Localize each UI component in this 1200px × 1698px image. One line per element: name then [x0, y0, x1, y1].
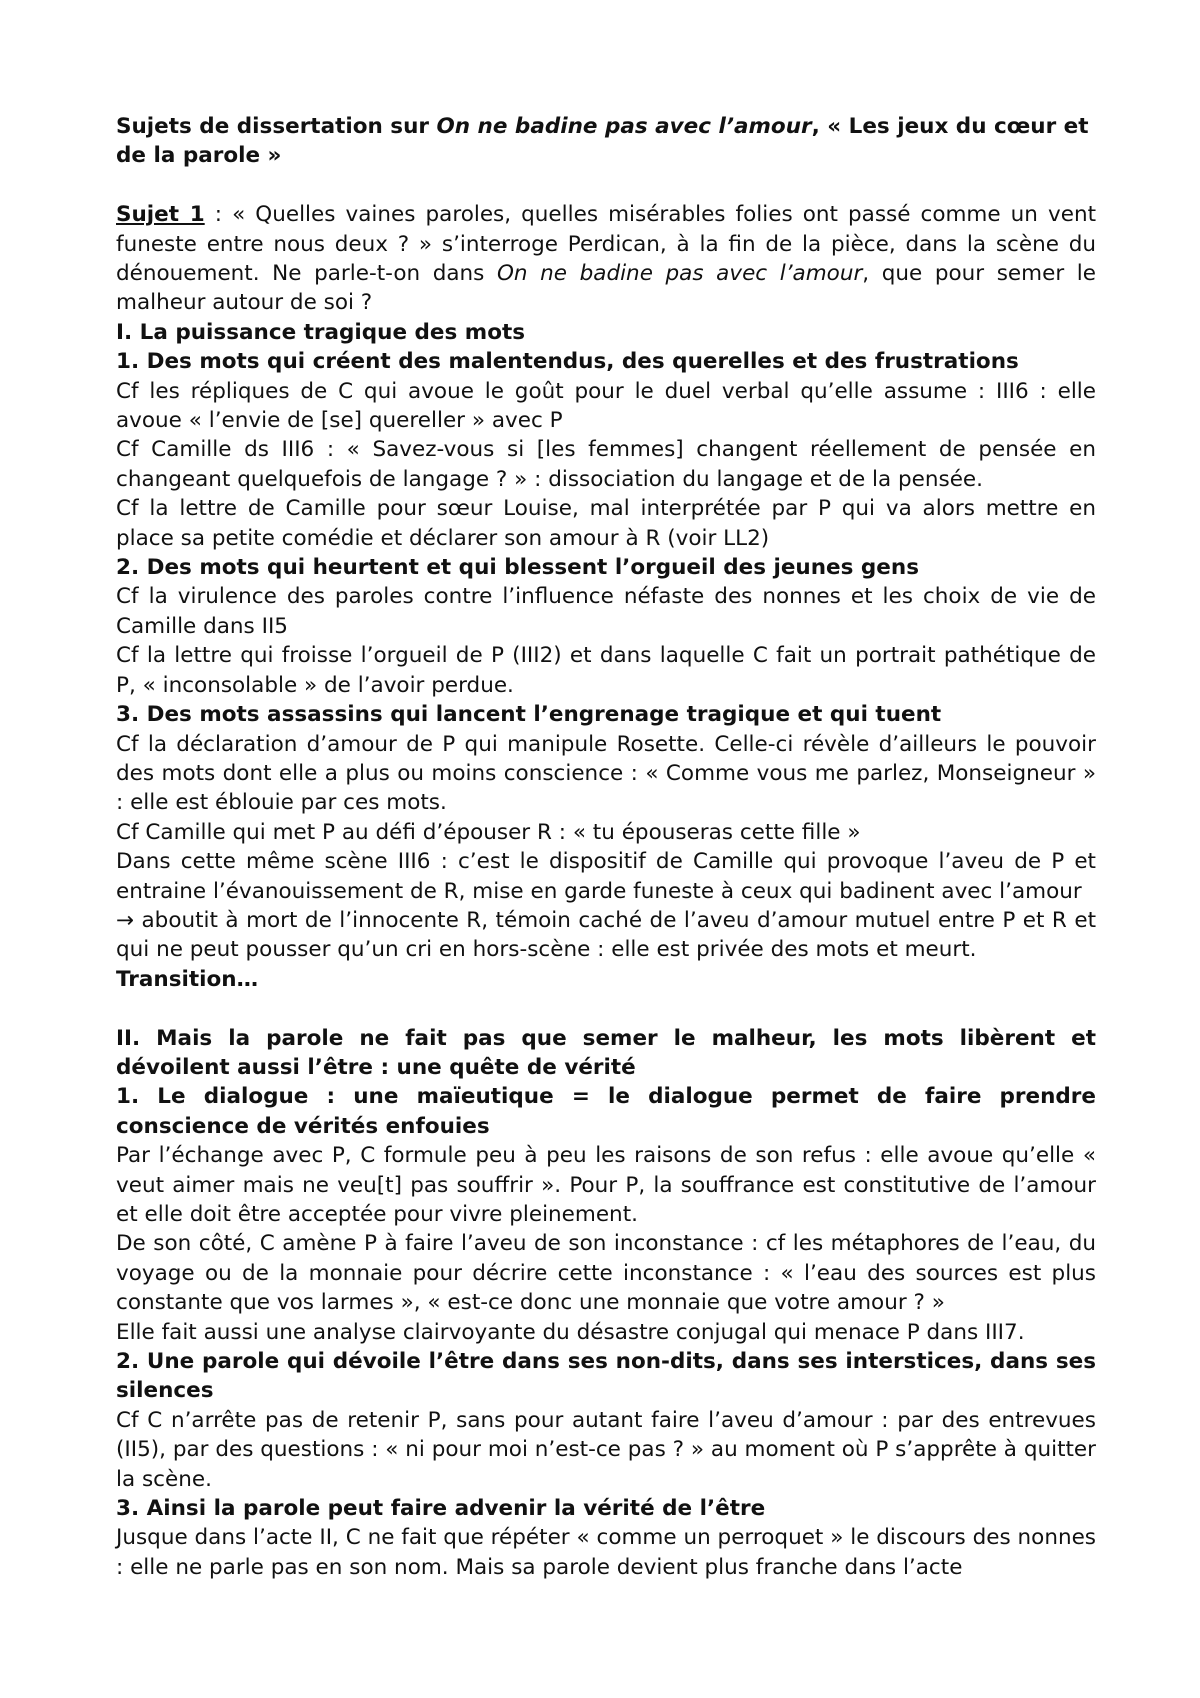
- part-2-section-3-heading: 3. Ainsi la parole peut faire advenir la vérité de l’être: [116, 1496, 766, 1522]
- part-2-section-1-para: De son côté, C amène P à faire l’aveu de son inconstance : cf les métaphores de l’eau, du voyage ou de la monnaie pour décrire cette inconstance : « l’eau des sources est plus constante que vos larmes », « est-ce donc une monnaie que votre amour ? »: [116, 1231, 1096, 1316]
- sujet-1-text-a: : « Quelles vaines paroles, quelles misérables folies ont passé comme un vent funeste entre nous deux ? » s’interroge Perdican, à la fin de la pièce, dans la scène du dénouement. Ne parle-t-on dans: [116, 202, 1096, 287]
- part-1-section-2-para: Cf la lettre qui froisse l’orgueil de P (III2) et dans laquelle C fait un portrait pathétique de P, « inconsolable » de l’avoir perdue.: [116, 643, 1096, 698]
- part-1-section-3-para: Dans cette même scène III6 : c’est le dispositif de Camille qui provoque l’aveu de P et entraine l’évanouissement de R, mise en garde funeste à ceux qui badinent avec l’amour: [116, 849, 1096, 904]
- document-page: [116, 112, 1096, 1582]
- part-2-section-3-para: Jusque dans l’acte II, C ne fait que répéter « comme un perroquet » le discours des nonnes : elle ne parle pas en son nom. Mais sa parole devient plus franche dans l’acte: [116, 1525, 1096, 1580]
- sujet-1-work: On ne badine pas avec l’amour: [496, 261, 863, 287]
- part-1-section-3-heading: 3. Des mots assassins qui lancent l’engrenage tragique et qui tuent: [116, 702, 942, 728]
- part-1-section-2-heading: 2. Des mots qui heurtent et qui blessent l’orgueil des jeunes gens: [116, 555, 919, 581]
- part-1-heading: I. La puissance tragique des mots: [116, 319, 526, 345]
- part-2-section-2-para: Cf C n’arrête pas de retenir P, sans pour autant faire l’aveu d’amour : par des entrevues (II5), par des questions : « ni pour moi n’est-ce pas ? » au moment où P s’apprête à quitter la scène.: [116, 1407, 1096, 1492]
- title-prefix: Sujets de dissertation sur: [116, 114, 437, 139]
- part-1-section-3-para: Cf la déclaration d’amour de P qui manipule Rosette. Celle-ci révèle d’ailleurs le pouvoir des mots dont elle a plus ou moins conscience : « Comme vous me parlez, Monseigneur » : elle est éblouie par ces mots.: [116, 731, 1096, 816]
- title-work: On ne badine pas avec l’amour: [436, 114, 812, 139]
- sujet-1-text-b: , que pour semer le malheur autour de soi ?: [116, 261, 1096, 316]
- part-2-section-2-heading: 2. Une parole qui dévoile l’être dans ses non-dits, dans ses interstices, dans ses silences: [116, 1349, 1096, 1404]
- part-1-section-1-para: Cf la lettre de Camille pour sœur Louise, mal interprétée par P qui va alors mettre en place sa petite comédie et déclarer son amour à R (voir LL2): [116, 496, 1096, 551]
- sujet-1-label: Sujet 1: [116, 202, 205, 228]
- transition: Transition…: [116, 966, 259, 992]
- sujet-1-paragraph: [116, 200, 1096, 318]
- part-1-section-1-para: Cf les répliques de C qui avoue le goût pour le duel verbal qu’elle assume : III6 : elle avoue « l’envie de [se] quereller » avec P: [116, 378, 1096, 434]
- part-1-section-3-para: → aboutit à mort de l’innocente R, témoin caché de l’aveu d’amour mutuel entre P et R et qui ne peut pousser qu’un cri en hors-scène : elle est privée des mots et meurt.: [116, 907, 1096, 963]
- part-2-section-1-para: Par l’échange avec P, C formule peu à peu les raisons de son refus : elle avoue qu’elle « veut aimer mais ne veu[t] pas souffrir ». Pour P, la souffrance est constitutive de l’amour et elle doit être acceptée pour vivre pleinement.: [116, 1143, 1096, 1227]
- part-2-heading: II. Mais la parole ne fait pas que semer le malheur, les mots libèrent et dévoilent aussi l’être : une quête de vérité: [116, 1025, 1096, 1080]
- spacer: [116, 171, 1096, 200]
- part-1-section-1-heading: 1. Des mots qui créent des malentendus, des querelles et des frustrations: [116, 349, 1019, 375]
- title-suffix: , « Les jeux du cœur et de la parole »: [116, 114, 1089, 169]
- part-1-section-3-para: Cf Camille qui met P au défi d’épouser R : « tu épouseras cette fille »: [116, 819, 861, 845]
- document-title: [116, 112, 1096, 171]
- part-1-section-2-para: Cf la virulence des paroles contre l’influence néfaste des nonnes et les choix de vie de Camille dans II5: [116, 584, 1096, 639]
- part-2-section-1-heading: 1. Le dialogue : une maïeutique = le dialogue permet de faire prendre conscience de vérités enfouies: [116, 1084, 1096, 1139]
- spacer: [116, 994, 1096, 1023]
- part-1-section-1-para: Cf Camille ds III6 : « Savez-vous si [les femmes] changent réellement de pensée en changeant quelquefois de langage ? » : dissociation du langage et de la pensée.: [116, 437, 1096, 492]
- part-2-section-1-para: Elle fait aussi une analyse clairvoyante du désastre conjugal qui menace P dans III7.: [116, 1319, 1025, 1345]
